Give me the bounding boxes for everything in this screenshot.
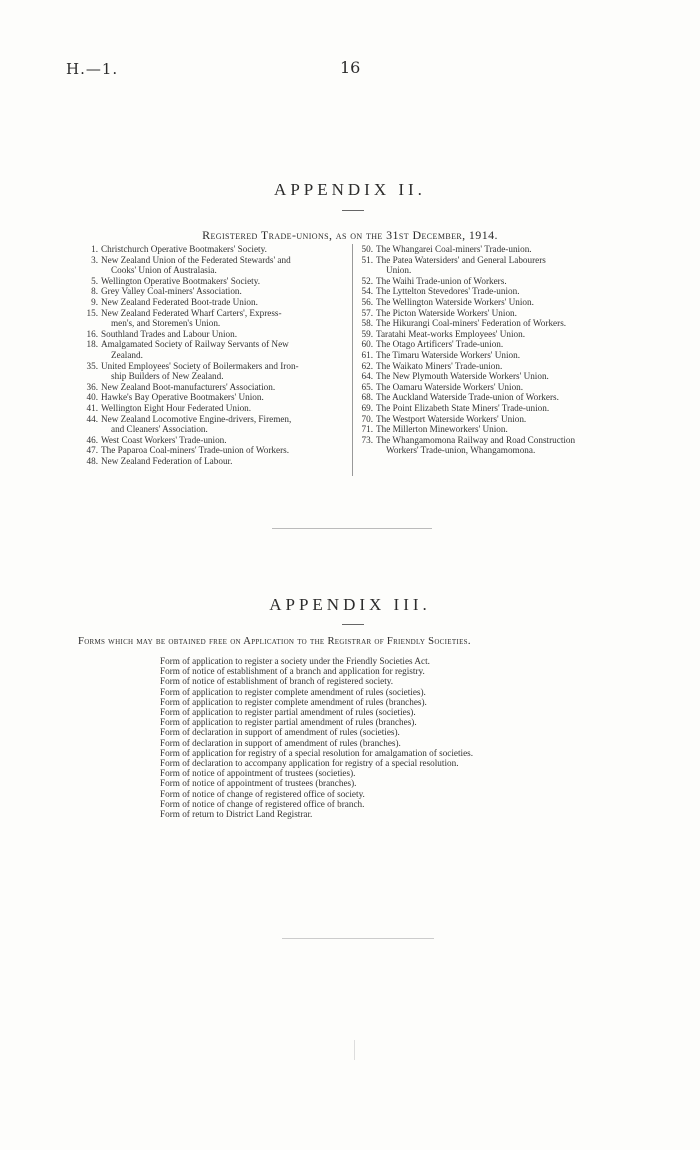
form-item: Form of notice of change of registered office of branch. [160,798,365,809]
trade-union-entry [357,361,625,372]
entry-name [101,435,346,446]
trade-union-entry [357,414,625,425]
entry-name [101,392,346,403]
form-item: Form of application for registry of a special resolution for amalgamation of societies. [160,747,474,758]
entry-number: 36. [86,381,98,392]
entry-name [101,255,346,276]
entry-number: 52. [361,275,373,286]
trade-union-entry [82,308,346,329]
entry-name [376,244,625,255]
trade-unions-left-column [82,244,346,466]
entry-line: New Zealand Federated Boot-trade Union. [101,296,258,307]
entry-line: The Waihi Trade-union of Workers. [376,275,507,286]
form-item: Form of application to register partial amendment of rules (branches). [160,717,417,728]
entry-line: The Millerton Mineworkers' Union. [376,424,508,435]
form-item: Form of notice of appointment of trustees (societies). [160,768,356,779]
trade-union-entry [82,244,346,255]
entry-line: Southland Trades and Labour Union. [101,328,238,339]
entry-number: 51. [361,254,373,265]
entry-number: 15. [86,307,98,318]
entry-number: 69. [361,402,373,413]
form-item: Form of notice of appointment of trustees (branches). [160,778,357,789]
trade-union-entry [82,276,346,287]
appendix-ii-title: APPENDIX II. [274,180,426,199]
entry-name [376,382,625,393]
entry-name [101,414,346,435]
entry-name [376,414,625,425]
entry-name [376,424,625,435]
entry-number: 16. [86,328,98,339]
trade-union-entry [82,382,346,393]
entry-line: The Point Elizabeth State Miners' Trade-union. [376,402,550,413]
trade-union-entry [357,308,625,319]
entry-name [101,286,346,297]
entry-line: Wellington Operative Bootmakers' Society. [101,275,261,286]
entry-line: Cooks' Union of Australasia. [111,265,217,276]
entry-number: 40. [86,392,98,403]
entry-name [376,297,625,308]
entry-number: 57. [361,307,373,318]
entry-number: 50. [361,244,373,254]
form-item: Form of application to register partial amendment of rules (societies). [160,707,416,718]
trade-union-entry [357,297,625,308]
entry-line: Union. [386,265,412,276]
trade-union-entry [82,255,346,276]
entry-number: 73. [361,434,373,445]
form-item: Form of notice of establishment of branch of registered society. [160,676,394,687]
entry-line: and Cleaners' Association. [111,424,208,435]
page-number: 16 [340,58,361,77]
trade-union-entry [357,435,625,456]
entry-name [376,361,625,372]
entry-number: 3. [91,254,98,265]
trade-union-entry [357,339,625,350]
form-item: Form of application to register complete amendment of rules (societies). [160,686,426,697]
trade-union-entry [357,403,625,414]
page-header-ref: H.—1. [66,60,119,78]
entry-number: 58. [361,318,373,329]
entry-number: 61. [361,349,373,360]
entry-line: The Timaru Waterside Workers' Union. [376,349,521,360]
entry-name [376,308,625,319]
entry-number: 8. [91,286,98,297]
entry-name [376,392,625,403]
trade-union-entry [357,350,625,361]
trade-union-entry [82,339,346,360]
bottom-divider [282,938,434,939]
entry-number: 46. [86,434,98,445]
entry-line: Amalgamated Society of Railway Servants of New [101,339,289,350]
entry-number: 5. [91,275,98,286]
entry-line: The Otago Artificers' Trade-union. [376,339,504,350]
entry-line: New Zealand Locomotive Engine-drivers, Firemen, [101,413,292,424]
trade-union-entry [357,244,625,255]
page-mark [354,1040,355,1060]
entry-line: The Westport Waterside Workers' Union. [376,413,527,424]
entry-number: 9. [91,296,98,307]
trade-union-entry [357,286,625,297]
trade-union-entry [357,255,625,276]
entry-line: West Coast Workers' Trade-union. [101,434,227,445]
form-item: Form of declaration to accompany application for registry of a special resolution. [160,758,459,769]
entry-line: The Wellington Waterside Workers' Union. [376,296,534,307]
entry-line: United Employees' Society of Boilermakers and Iron- [101,360,299,371]
entry-number: 65. [361,381,373,392]
trade-union-entry [82,286,346,297]
trade-union-entry [357,276,625,287]
trade-union-entry [82,329,346,340]
entry-name [101,445,346,456]
entry-line: The Hikurangi Coal-miners' Federation of Workers. [376,318,567,329]
entry-line: ship Builders of New Zealand. [111,371,224,382]
trade-unions-right-column [352,244,625,476]
entry-name [101,297,346,308]
entry-number: 71. [361,424,373,435]
entry-line: The Picton Waterside Workers' Union. [376,307,517,318]
entry-name [376,371,625,382]
entry-line: Christchurch Operative Bootmakers' Society. [101,244,267,254]
entry-name [101,339,346,360]
entry-name [376,350,625,361]
form-item: Form of declaration in support of amendment of rules (societies). [160,727,400,738]
form-item: Form of notice of change of registered office of society. [160,788,365,799]
entry-number: 47. [86,445,98,456]
entry-name [101,361,346,382]
entry-name [101,382,346,393]
entry-number: 62. [361,360,373,371]
trade-union-entry [82,297,346,308]
trade-union-entry [82,445,346,456]
entry-line: The Whangamomona Railway and Road Construction [376,434,576,445]
entry-line: The Auckland Waterside Trade-union of Workers. [376,392,559,403]
entry-number: 68. [361,392,373,403]
trade-union-entry [82,456,346,467]
entry-line: men's, and Storemen's Union. [111,318,221,329]
entry-number: 18. [86,339,98,350]
entry-number: 44. [86,413,98,424]
entry-number: 56. [361,296,373,307]
entry-name [376,435,625,456]
form-item: Form of notice of establishment of a branch and application for registry. [160,666,425,677]
entry-line: Taratahi Meat-works Employees' Union. [376,328,525,339]
trade-union-entry [82,392,346,403]
entry-line: The Waikato Miners' Trade-union. [376,360,503,371]
trade-union-entry [357,371,625,382]
entry-name [376,286,625,297]
trade-union-entry [82,414,346,435]
entry-name [101,308,346,329]
trade-union-entry [82,403,346,414]
entry-number: 1. [91,244,98,254]
entry-number: 59. [361,328,373,339]
entry-name [376,276,625,287]
form-item: Form of declaration in support of amendment of rules (branches). [160,737,401,748]
entry-number: 41. [86,402,98,413]
entry-line: Wellington Eight Hour Federated Union. [101,402,252,413]
entry-number: 60. [361,339,373,350]
entry-line: Grey Valley Coal-miners' Association. [101,286,242,297]
entry-name [376,255,625,276]
entry-line: The New Plymouth Waterside Workers' Union. [376,371,549,382]
entry-name [101,329,346,340]
appendix-iii-title: APPENDIX III. [269,595,431,614]
entry-number: 54. [361,286,373,297]
trade-unions-subtitle: Registered Trade-unions, as on the 31st December, 1914. [202,228,498,242]
trade-union-entry [82,435,346,446]
entry-line: The Oamaru Waterside Workers' Union. [376,381,524,392]
entry-line: The Lyttelton Stevedores' Trade-union. [376,286,520,297]
entry-line: The Patea Watersiders' and General Labourers [376,254,546,265]
entry-line: Zealand. [111,349,143,360]
entry-name [101,403,346,414]
entry-number: 70. [361,413,373,424]
title-divider [342,210,364,211]
entry-line: New Zealand Federated Wharf Carters', Express- [101,307,282,318]
entry-name [101,456,346,467]
entry-number: 48. [86,455,98,466]
entry-name [376,329,625,340]
entry-name [376,403,625,414]
section-divider [272,528,432,529]
entry-name [376,318,625,329]
form-item: Form of application to register complete amendment of rules (branches). [160,696,427,707]
trade-union-entry [357,392,625,403]
trade-union-entry [82,361,346,382]
entry-name [101,244,346,255]
entry-line: New Zealand Boot-manufacturers' Association. [101,381,276,392]
forms-heading: Forms which may be obtained free on Application to the Registrar of Friendly Societies. [78,636,471,647]
title-divider [342,624,364,625]
entry-line: The Paparoa Coal-miners' Trade-union of Workers. [101,445,290,456]
entry-name [101,276,346,287]
form-item: Form of application to register a society under the Friendly Societies Act. [160,656,430,666]
entry-number: 64. [361,371,373,382]
trade-union-entry [357,318,625,329]
entry-number: 35. [86,360,98,371]
entry-name [376,339,625,350]
form-item: Form of return to District Land Registrar. [160,809,313,820]
entry-line: New Zealand Union of the Federated Stewards' and [101,254,291,265]
trade-union-entry [357,424,625,435]
entry-line: New Zealand Federation of Labour. [101,455,233,466]
trade-union-entry [357,329,625,340]
entry-line: Hawke's Bay Operative Bootmakers' Union. [101,392,264,403]
forms-list [160,656,620,819]
entry-line: Workers' Trade-union, Whangamomona. [386,445,536,456]
trade-union-entry [357,382,625,393]
entry-line: The Whangarei Coal-miners' Trade-union. [376,244,532,254]
